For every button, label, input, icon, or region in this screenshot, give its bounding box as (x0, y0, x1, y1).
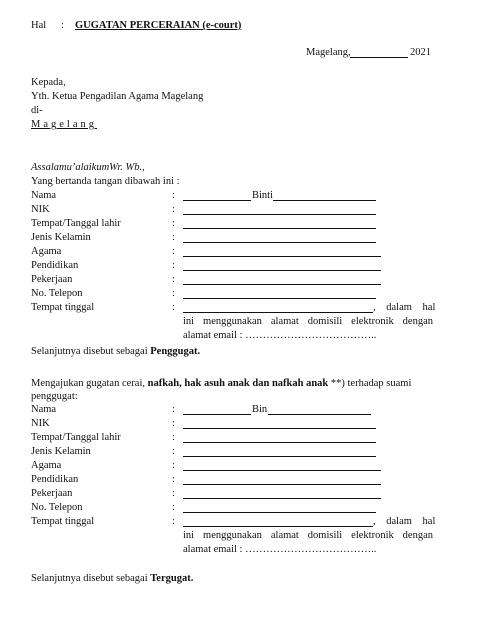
field-colon: : (172, 474, 175, 485)
field-blank (183, 214, 376, 215)
email-line: alamat email : ……………………………….. (183, 330, 377, 341)
field-blank (183, 484, 381, 485)
address-kepada: Kepada, (31, 77, 66, 88)
field-colon: : (172, 204, 175, 215)
name-blank (183, 414, 251, 415)
domicile-text: ini menggunakan alamat domisili elektronik dengan (183, 530, 433, 541)
field-colon: : (172, 404, 175, 415)
address-di: di- (31, 105, 43, 116)
field-label-telepon: No. Telepon (31, 288, 83, 299)
field-colon: : (172, 246, 175, 257)
email-line: alamat email : ……………………………….. (183, 544, 377, 555)
name-blank (183, 200, 251, 201)
binti-label: Binti (252, 190, 274, 201)
document-title: GUGATAN PERCERAIAN (e-court) (75, 20, 242, 31)
closing-role: Tergugat. (150, 573, 194, 584)
gugatan-statement (31, 377, 411, 390)
field-label-agama: Agama (31, 460, 62, 471)
gugatan-suffix: **) terhadap suami (328, 378, 412, 389)
binti-blank (273, 200, 376, 201)
field-blank (183, 428, 376, 429)
dalam-hal-text: , dalam hal (373, 302, 436, 313)
address-city: Magelang (31, 119, 97, 130)
field-label-gender: Jenis Kelamin (31, 232, 91, 243)
field-label-telepon: No. Telepon (31, 502, 83, 513)
field-colon: : (172, 418, 175, 429)
bin-blank (268, 414, 371, 415)
penggugat-closing (31, 345, 200, 358)
place-year: 2021 (410, 47, 431, 58)
address-recipient: Yth. Ketua Pengadilan Agama Magelang (31, 91, 204, 102)
field-blank (183, 284, 381, 285)
place-city: Magelang, (306, 47, 351, 58)
field-label-agama: Agama (31, 246, 62, 257)
intro-text: Yang bertanda tangan dibawah ini : (31, 176, 180, 187)
field-label-tempat-tinggal: Tempat tinggal (31, 516, 95, 527)
gugatan-prefix: Mengajukan gugatan cerai, (31, 378, 148, 389)
field-blank (183, 512, 376, 513)
field-label-nik: NIK (31, 204, 50, 215)
field-colon: : (172, 446, 175, 457)
bin-label: Bin (252, 404, 268, 415)
field-colon: : (172, 502, 175, 513)
closing-prefix: Selanjutnya disebut sebagai (31, 346, 151, 357)
greeting: Assalamu’alaikumWr. Wb., (31, 162, 145, 173)
field-blank (183, 270, 381, 271)
hal-label: Hal (31, 20, 47, 31)
field-label-ttl: Tempat/Tanggal lahir (31, 432, 121, 443)
gugatan-bold: nafkah, hak asuh anak dan nafkah anak (147, 378, 329, 389)
field-colon: : (172, 302, 175, 313)
closing-role: Penggugat. (150, 346, 201, 357)
closing-prefix: Selanjutnya disebut sebagai (31, 573, 151, 584)
field-colon: : (172, 460, 175, 471)
field-blank (183, 298, 376, 299)
address-blank (183, 312, 373, 313)
field-colon: : (172, 260, 175, 271)
field-label-ttl: Tempat/Tanggal lahir (31, 218, 121, 229)
gugatan-line2: penggugat: (31, 391, 78, 402)
field-colon: : (172, 190, 175, 201)
field-colon: : (172, 432, 175, 443)
field-label-gender: Jenis Kelamin (31, 446, 91, 457)
field-blank (183, 456, 376, 457)
field-blank (183, 470, 381, 471)
field-colon: : (172, 288, 175, 299)
domicile-text: ini menggunakan alamat domisili elektronik dengan (183, 316, 433, 327)
field-blank (183, 228, 376, 229)
field-label-nama: Nama (31, 190, 57, 201)
field-label-nik: NIK (31, 418, 50, 429)
field-colon: : (172, 488, 175, 499)
field-label-pekerjaan: Pekerjaan (31, 488, 73, 499)
field-label-pendidikan: Pendidikan (31, 474, 79, 485)
date-blank (350, 57, 408, 58)
tergugat-closing (31, 572, 193, 585)
hal-colon: : (61, 20, 64, 31)
field-blank (183, 242, 376, 243)
field-label-tempat-tinggal: Tempat tinggal (31, 302, 95, 313)
field-colon: : (172, 232, 175, 243)
field-colon: : (172, 516, 175, 527)
field-label-nama: Nama (31, 404, 57, 415)
field-label-pekerjaan: Pekerjaan (31, 274, 73, 285)
field-colon: : (172, 274, 175, 285)
field-label-pendidikan: Pendidikan (31, 260, 79, 271)
field-blank (183, 442, 376, 443)
address-blank (183, 526, 373, 527)
field-blank (183, 256, 381, 257)
field-colon: : (172, 218, 175, 229)
field-blank (183, 498, 381, 499)
dalam-hal-text: , dalam hal (373, 516, 436, 527)
